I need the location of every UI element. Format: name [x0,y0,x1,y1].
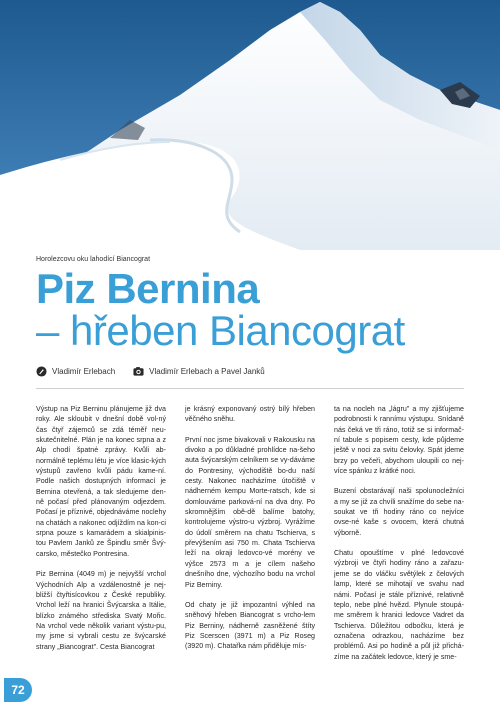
author-credit [36,366,115,377]
paragraph: je krásný exponovaný ostrý bílý hřeben věčného sněhu. [185,405,315,424]
column-3 [334,404,464,672]
article-body [36,404,464,672]
paragraph: První noc jsme bivakovali v Rakousku na divoko a po důkladné prohlídce na-šeho auta švýcarským celníkem se vy-dáváme do Pontresiny, východiště bo-du naší cesty. Nakonec nacházíme útočiště v nádherném kempu Morte-ratsch, kde si domlouváme parková-ní na dva dny. Po skromnějším obě-dě balíme batohy, kontrolujeme výstro-u výzbroj. Vyrážíme do údolí směrem na chatu Tschierva, s převýšením asi 750 m. Chata Tschierva leží na okraji ledovco-vé morény ve výšce 2573 m a je cílem našeho dnešního dne, výchozího bodu na vrchol Piz Berniny. [185,435,315,589]
paragraph: Od chaty je již impozantní výhled na sněhový hřeben Biancograt s vrcho-lem Piz Berniny, nádherně zasněžené štíty Piz Scerscen (3971 m) a Piz Roseg (3920 m). Chatařka nám přiděluje mís- [185,600,315,651]
hero-photo [0,0,500,250]
column-1 [36,404,166,672]
page-number: 72 [4,678,32,702]
mountain-ridge-illustration [0,0,500,250]
author-name: Vladimír Erlebach [52,367,116,376]
photo-author-name: Vladimír Erlebach a Pavel Janků [149,367,265,376]
pen-icon [36,366,47,377]
paragraph: Výstup na Piz Berninu plánujeme již dva roky. Ale skloubit v dnešní době vol-ný čas čtyř zájemců se zdá téměř neu-skutečnitelné. Plán je na konec srpna a z Alp chodí špatné zprávy. Kvůli ab-normálně teplému létu je více klasic-kých výstupů zavřeno kvůli pádu kame-ní. Podle našich dostupných informací je Bernina otevřená, a tak sledujeme den-ně počasí před plánovaným odjezdem. Počasí je příznivé, objednáváme noclehy na chatách a nakonec odjíždím na kon-ci srpna pouze s kamarádem a skialpinis-tou Pavlem Janků ze Špindlu směr Švý-carsko, městečko Pontresina. [36,405,166,558]
paragraph: Chatu opouštíme v plné ledovcové výzbroji ve čtyři hodiny ráno a zařazu-jeme se do vláčku světýlek z čelových lamp, které se mihotají ve svahu nad námi. Počasí je stále příznivé, relativně teplo, nebe plné hvězd. Plynule stoupá-me směrem k hranici ledovce Vadret da Tschierva. Důležitou odbočku, která je označena odrazkou, nacházíme bez problémů. Asi po hodině a půl již přichá-zíme na začátek ledovce, který je sme- [334,549,464,661]
credits [36,366,283,377]
article-title [36,265,405,354]
paragraph: ta na nocleh na „lágru" a my zjišťujeme podrobnosti k rannímu výstupu. Snídaně nás čeká ve tři ráno, totiž se si informač-ní tabule s popisem cesty, kde půjdeme ještě v noci za svitu čelovky. Spát jdeme brzy po večeři, abychom uloupili co nej-více spánku z krátké noci. [334,405,464,476]
photo-caption: Horolezcovu oku lahodící Biancograt [36,256,151,263]
column-2 [185,404,315,672]
title-line-1: Piz Bernina [36,265,260,312]
paragraph: Piz Bernina (4049 m) je nejvyšší vrchol Východních Alp a vzdálenostně je nej-bližší čtyřtisícovkou z České republiky. Vrchol leží na hranici Švýcarska a Itálie, blízko známého střediska Svatý Mořic. Na vrchol vede několik variant výstu-pu, my jsme si vybrali cestu ze švýcarské strany „Biancograt". Cesta Biancograt [36,570,166,651]
title-line-2: – hřeben Biancograt [36,307,405,354]
paragraph: Buzení obstarávají naši spolunocležníci a my se již za chvíli snažíme do sebe na-soukat ve tři hodiny ráno co nejvíce ovse-né kaše s ovocem, která chutná výborně. [334,487,464,537]
photo-credit [133,366,265,377]
divider [36,388,464,389]
camera-icon [133,366,144,377]
